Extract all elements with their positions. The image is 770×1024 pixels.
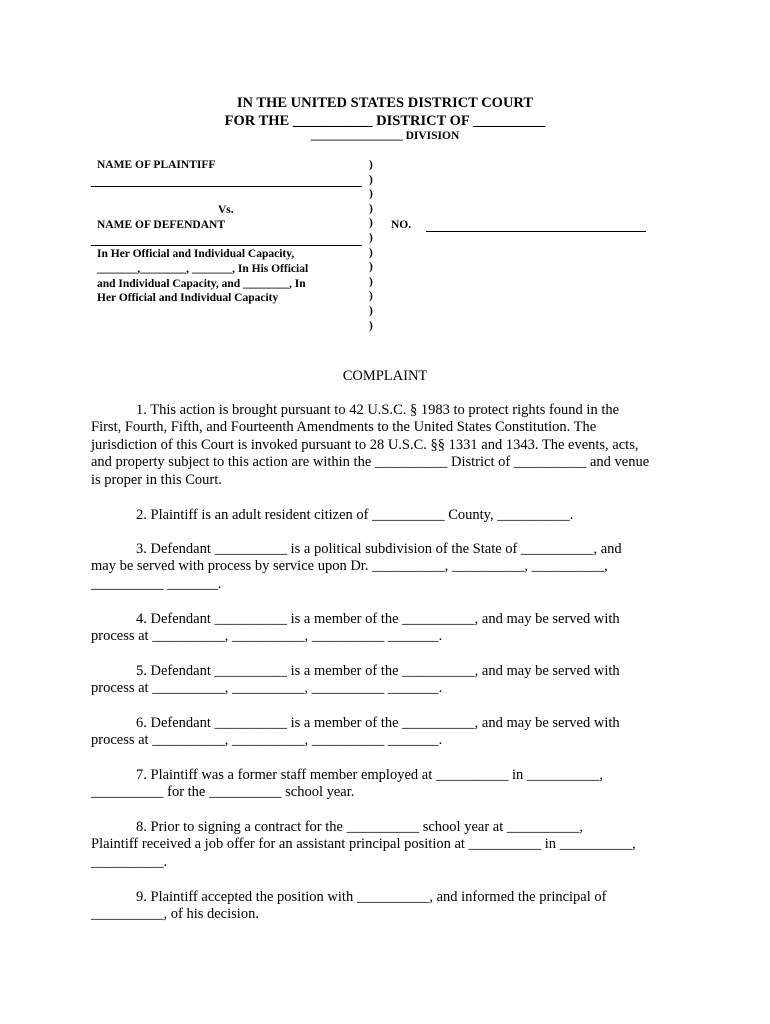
paragraph-line: __________ for the __________ school year. <box>91 784 355 801</box>
paragraph-4 <box>91 611 691 646</box>
paren: ) <box>369 290 373 303</box>
complaint-title: COMPLAINT <box>342 368 428 384</box>
capacity-line-1: In Her Official and Individual Capacity, <box>97 248 295 260</box>
paren: ) <box>369 202 373 215</box>
paragraph-line: __________ _______. <box>91 575 222 592</box>
paren: ) <box>369 275 373 288</box>
paren: ) <box>369 173 373 186</box>
plaintiff-label: NAME OF PLAINTIFF <box>97 159 216 171</box>
paren: ) <box>369 261 373 274</box>
paragraph-line: __________, of his decision. <box>91 906 259 923</box>
paragraph-line: 5. Defendant __________ is a member of the __________, and may be served with <box>136 663 620 679</box>
paragraph-2 <box>91 507 691 524</box>
case-number-label: NO. <box>391 219 412 231</box>
capacity-line-2: _______,________, _______, In His Official <box>97 263 309 275</box>
paragraph-line: is proper in this Court. <box>91 471 222 488</box>
paren: ) <box>369 188 373 201</box>
caption-parens <box>369 158 373 333</box>
paragraph-7 <box>91 767 691 802</box>
case-number-rule <box>426 231 646 232</box>
court-header-line2: FOR THE ___________ DISTRICT OF __________ <box>224 113 546 129</box>
paragraph-line: 6. Defendant __________ is a member of the __________, and may be served with <box>136 715 620 731</box>
paragraph-3 <box>91 541 691 593</box>
paragraph-5 <box>91 663 691 698</box>
paren: ) <box>369 246 373 259</box>
paragraph-line: Plaintiff received a job offer for an assistant principal position at __________ in __________, <box>91 836 636 853</box>
paren: ) <box>369 159 373 171</box>
paragraph-line: jurisdiction of this Court is invoked pursuant to 28 U.S.C. §§ 1331 and 1343. The events, acts, <box>91 436 639 453</box>
paragraph-line: process at __________, __________, __________ _______. <box>91 680 443 697</box>
versus-label: Vs. <box>218 204 234 216</box>
paragraph-line: 9. Plaintiff accepted the position with __________, and informed the principal of <box>136 889 607 905</box>
capacity-line-4: Her Official and Individual Capacity <box>97 292 279 304</box>
paren: ) <box>369 231 373 244</box>
paragraph-6 <box>91 715 691 750</box>
defendant-label: NAME OF DEFENDANT <box>97 219 225 231</box>
court-header-line1: IN THE UNITED STATES DISTRICT COURT <box>236 95 534 111</box>
paragraph-line: process at __________, __________, __________ _______. <box>91 732 443 749</box>
paragraph-line: 8. Prior to signing a contract for the __________ school year at __________, <box>136 819 584 835</box>
paragraph-line: process at __________, __________, __________ _______. <box>91 628 443 645</box>
defendant-rule <box>91 245 362 246</box>
paragraph-line: 1. This action is brought pursuant to 42 U.S.C. § 1983 to protect rights found in the <box>136 402 620 418</box>
paragraph-line: 2. Plaintiff is an adult resident citizen of __________ County, __________. <box>136 507 574 523</box>
paragraph-1 <box>91 402 691 489</box>
paragraph-line: and property subject to this action are within the __________ District of __________ and venue <box>91 454 650 471</box>
capacity-line-3: and Individual Capacity, and ________, In <box>97 278 306 290</box>
paren: ) <box>369 319 373 332</box>
paragraph-8 <box>91 819 691 871</box>
paren: ) <box>369 304 373 317</box>
paragraph-line: 3. Defendant __________ is a political subdivision of the State of __________, and <box>136 541 622 557</box>
paragraph-9 <box>91 889 691 924</box>
paren: ) <box>369 217 373 230</box>
paragraph-line: First, Fourth, Fifth, and Fourteenth Amendments to the United States Constitution. The <box>91 419 597 436</box>
paragraph-line: may be served with process by service upon Dr. __________, __________, __________, <box>91 558 608 575</box>
paragraph-line: 7. Plaintiff was a former staff member employed at __________ in __________, <box>136 767 604 783</box>
plaintiff-rule <box>91 186 362 187</box>
paragraph-line: __________. <box>91 853 168 870</box>
paragraph-line: 4. Defendant __________ is a member of the __________, and may be served with <box>136 611 620 627</box>
court-header-division: ________________ DIVISION <box>310 130 460 142</box>
